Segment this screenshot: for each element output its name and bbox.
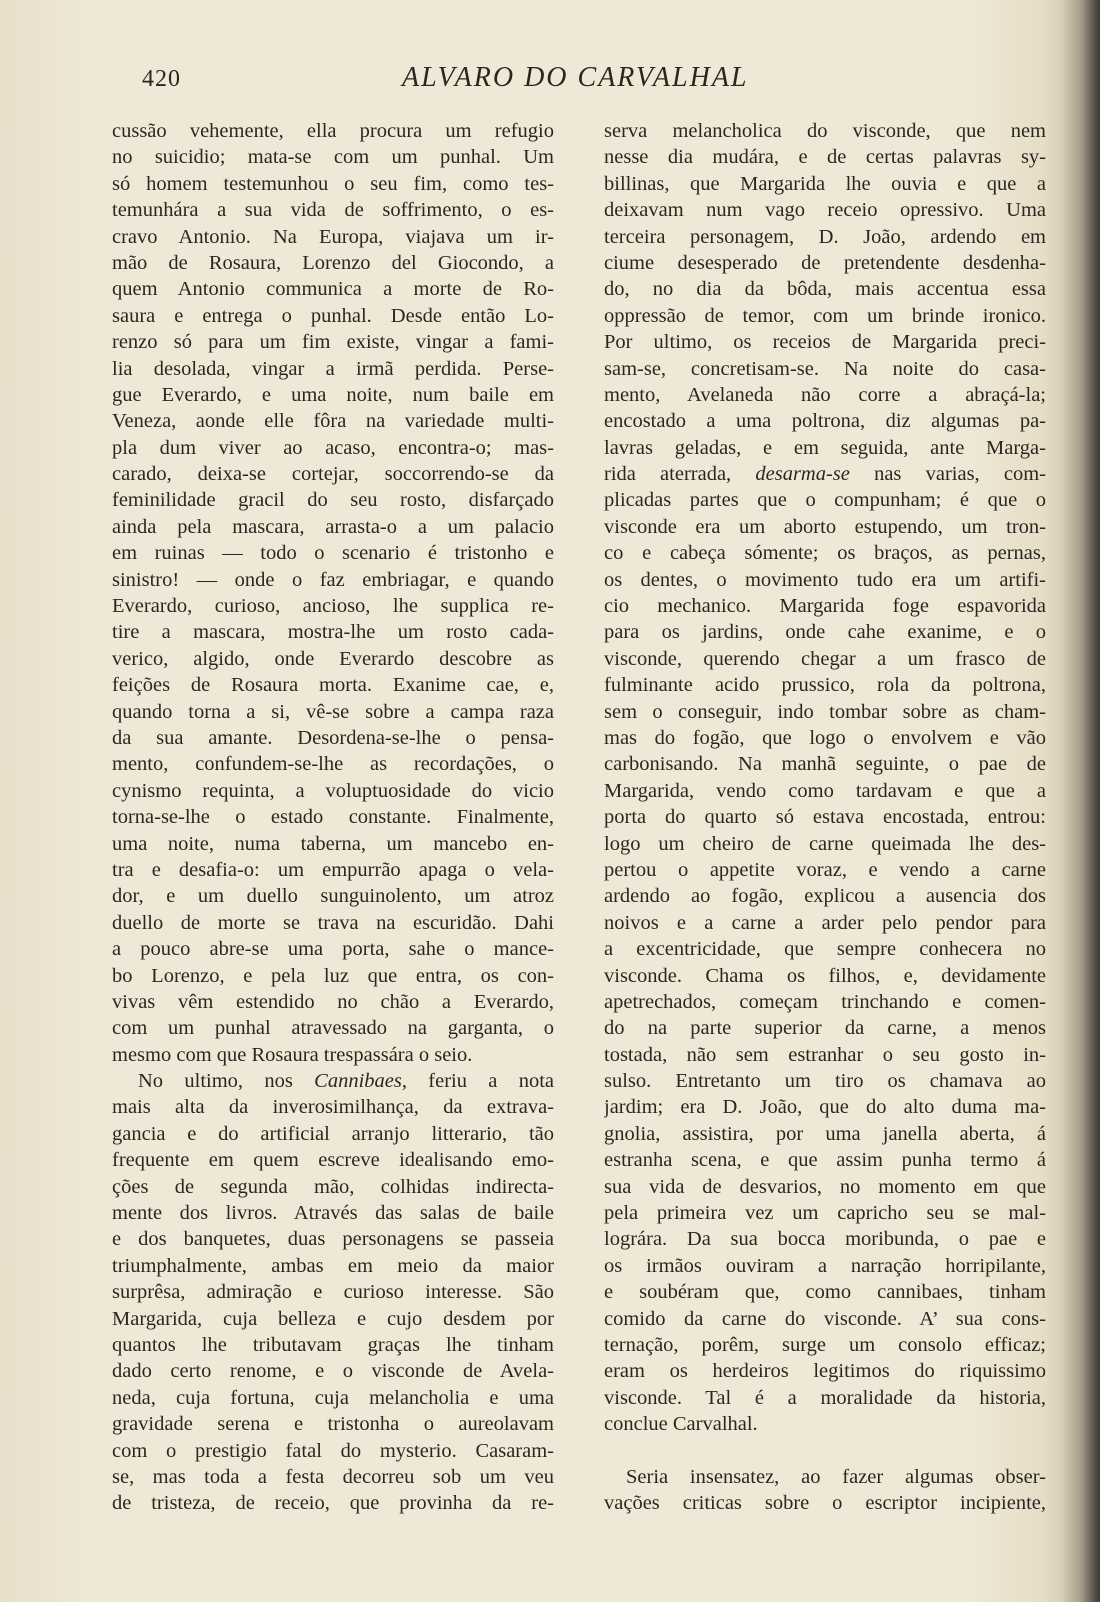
text-line: com um punhal atravessado na garganta, o xyxy=(112,1017,554,1040)
text-line: cynismo requinta, a voluptuosidade do vicio xyxy=(112,779,554,802)
text-line: visconde, querendo chegar a um frasco de xyxy=(604,647,1046,670)
text-line: deixavam num vago receio opressivo. Uma xyxy=(604,199,1046,222)
text-line: se, mas toda a festa decorreu sob um veu xyxy=(112,1465,554,1488)
text-line: apetrechados, começam trinchando e comen- xyxy=(604,990,1046,1013)
italic-title: Cannibaes xyxy=(314,1070,402,1093)
text-line: feições de Rosaura morta. Exanime cae, e, xyxy=(112,674,554,697)
text-line: saura e entrega o punhal. Desde então Lo- xyxy=(112,304,554,327)
text-fragment: , feriu a nota xyxy=(401,1070,554,1093)
text-line: ções de segunda mão, colhidas indirecta- xyxy=(112,1175,554,1198)
text-line: co e cabeça sómente; os braços, as pernas, xyxy=(604,542,1046,565)
text-line: sinistro! — onde o faz embriagar, e quando xyxy=(112,568,554,591)
text-line: plicadas partes que o compunham; é que o xyxy=(604,489,1046,512)
text-line: ainda pela mascara, arrasta-o a um palacio xyxy=(112,515,554,538)
text-line: surprêsa, admiração e curioso interesse. São xyxy=(112,1281,554,1304)
text-line: oppressão de temor, com um brinde ironico. xyxy=(604,304,1046,327)
text-line: tire a mascara, mostra-lhe um rosto cada- xyxy=(112,621,554,644)
text-line: mente dos livros. Através das salas de baile xyxy=(112,1202,554,1225)
text-line: do na parte superior da carne, a menos xyxy=(604,1017,1046,1040)
text-line: noivos e a carne a arder pelo pendor para xyxy=(604,911,1046,934)
text-line: carbonisando. Na manhã seguinte, o pae de xyxy=(604,753,1046,776)
running-title: ALVARO DO CARVALHAL xyxy=(402,62,749,93)
text-line: ciume desesperado de pretendente desdenha- xyxy=(604,251,1046,274)
text-line: vivas vêm estendido no chão a Everardo, xyxy=(112,990,554,1013)
text-line: gancia e do artificial arranjo litterario, tão xyxy=(112,1122,554,1145)
text-line: mais alta da inverosimilhança, da extrava- xyxy=(112,1096,554,1119)
text-line: vações criticas sobre o escriptor incipiente, xyxy=(604,1492,1046,1515)
text-line: pela primeira vez um capricho seu se mal- xyxy=(604,1202,1046,1225)
text-line: e dos banquetes, duas personagens se passeia xyxy=(112,1228,554,1251)
text-line: pla dum viver ao acaso, encontra-o; mas- xyxy=(112,436,554,459)
page-number: 420 xyxy=(142,66,181,92)
text-line: com o prestigio fatal do mysterio. Casaram- xyxy=(112,1439,554,1462)
text-line: gravidade serena e tristonha o aureolavam xyxy=(112,1413,554,1436)
text-line: quem Antonio communica a morte de Ro- xyxy=(112,278,554,301)
text-line: sulso. Entretanto um tiro os chamava ao xyxy=(604,1070,1046,1093)
text-line: sua vida de desvarios, no momento em que xyxy=(604,1175,1046,1198)
text-line: cussão vehemente, ella procura um refugio xyxy=(112,120,554,142)
text-line: mento, confundem-se-lhe as recordações, o xyxy=(112,753,554,776)
text-line: feminilidade gracil do seu rosto, disfarçado xyxy=(112,489,554,512)
text-line: visconde. Chama os filhos, e, devidamente xyxy=(604,964,1046,987)
text-line: dado certo renome, e o visconde de Avela- xyxy=(112,1360,554,1383)
text-line: os irmãos ouviram a narração horripilante, xyxy=(604,1254,1046,1277)
text-line: uma noite, numa taberna, um mancebo en- xyxy=(112,832,554,855)
text-line: conclue Carvalhal. xyxy=(604,1413,758,1436)
text-line: sam-se, concretisam-se. Na noite do casa- xyxy=(604,357,1046,380)
page-edge-shadow xyxy=(1062,0,1100,1602)
text-line: pertou o appetite voraz, e vendo a carne xyxy=(604,858,1046,881)
text-line: gue Everardo, e uma noite, num baile em xyxy=(112,383,554,406)
text-line: triumphalmente, ambas em meio da maior xyxy=(112,1254,554,1277)
text-line: Everardo, curioso, ancioso, lhe supplica re- xyxy=(112,595,554,618)
right-text-column xyxy=(604,118,1046,1517)
text-line: sem o conseguir, indo tombar sobre as cham- xyxy=(604,700,1046,723)
text-line: carado, deixa-se cortejar, soccorrendo-se da xyxy=(112,463,554,486)
text-line: Seria insensatez, ao fazer algumas obser- xyxy=(626,1465,1046,1488)
text-line: ternação, porêm, surge um consolo efficaz; xyxy=(604,1333,1046,1356)
text-line: visconde era um aborto estupendo, um tron- xyxy=(604,515,1046,538)
text-line: fulminante acido prussico, rola da poltrona, xyxy=(604,674,1046,697)
text-line: a excentricidade, que sempre conhecera no xyxy=(604,938,1046,961)
text-line: tra e desafia-o: um empurrão apaga o vela- xyxy=(112,858,554,881)
text-line: os dentes, o movimento tudo era um artifi- xyxy=(604,568,1046,591)
text-line: torna-se-lhe o estado constante. Finalmente, xyxy=(112,806,554,829)
text-line: duello de morte se trava na escuridão. Dahi xyxy=(112,911,554,934)
text-line: estranha scena, e que assim punha termo á xyxy=(604,1149,1046,1172)
text-line xyxy=(112,1068,554,1094)
text-line: porta do quarto só estava encostada, entrou: xyxy=(604,806,1046,829)
text-line: tostada, não sem estranhar o seu gosto in- xyxy=(604,1043,1046,1066)
text-line: Margarida, cuja belleza e cujo desdem por xyxy=(112,1307,554,1330)
text-line: comido da carne do visconde. A’ sua cons- xyxy=(604,1307,1046,1330)
page-header xyxy=(142,62,942,102)
left-text-column xyxy=(112,118,554,1517)
text-line: mão de Rosaura, Lorenzo del Giocondo, a xyxy=(112,251,554,274)
text-line: no suicidio; mata-se com um punhal. Um xyxy=(112,146,554,169)
text-line: encostado a uma poltrona, diz algumas pa- xyxy=(604,410,1046,433)
text-line: cio mechanico. Margarida foge espavorida xyxy=(604,595,1046,618)
text-line: mas do fogão, que logo o envolvem e vão xyxy=(604,726,1046,749)
text-line: gnolia, assistira, por uma janella aberta, á xyxy=(604,1122,1046,1145)
italic-title: desarma-se xyxy=(755,463,850,486)
text-line: neda, cuja fortuna, cuja melancholia e uma xyxy=(112,1386,554,1409)
text-line: Margarida, vendo como tardavam e que a xyxy=(604,779,1046,802)
text-line: quando torna a si, vê-se sobre a campa raza xyxy=(112,700,554,723)
text-line: ardendo ao fogão, explicou a ausencia dos xyxy=(604,885,1046,908)
text-line: serva melancholica do visconde, que nem xyxy=(604,120,1046,142)
text-line: dor, e um duello sunguinolento, um atroz xyxy=(112,885,554,908)
text-line: lográra. Da sua bocca moribunda, o pae e xyxy=(604,1228,1046,1251)
text-line xyxy=(604,461,1046,487)
text-line: visconde. Tal é a moralidade da historia, xyxy=(604,1386,1046,1409)
text-line: frequente em quem escreve idealisando emo- xyxy=(112,1149,554,1172)
text-line: bo Lorenzo, e pela luz que entra, os con- xyxy=(112,964,554,987)
text-fragment: No ultimo, nos xyxy=(138,1070,315,1093)
text-line: do, no dia da bôda, mais accentua essa xyxy=(604,278,1046,301)
text-line: cravo Antonio. Na Europa, viajava um ir- xyxy=(112,225,554,248)
text-line: terceira personagem, D. João, ardendo em xyxy=(604,225,1046,248)
paragraph-gap xyxy=(604,1438,1046,1464)
text-line: renzo só para um fim existe, vingar a fami- xyxy=(112,331,554,354)
text-line: quantos lhe tributavam graças lhe tinham xyxy=(112,1333,554,1356)
text-line: billinas, que Margarida lhe ouvia e que a xyxy=(604,172,1046,195)
text-line: de tristeza, de receio, que provinha da re- xyxy=(112,1492,554,1515)
text-line: só homem testemunhou o seu fim, como tes- xyxy=(112,172,554,195)
text-line: a pouco abre-se uma porta, sahe o mance- xyxy=(112,938,554,961)
text-fragment: nas varias, com- xyxy=(849,463,1046,486)
text-line: verico, algido, onde Everardo descobre as xyxy=(112,647,554,670)
text-line: nesse dia mudára, e de certas palavras sy- xyxy=(604,146,1046,169)
text-line: eram os herdeiros legitimos do riquissimo xyxy=(604,1360,1046,1383)
text-line: e soubéram que, como cannibaes, tinham xyxy=(604,1281,1046,1304)
text-line: lia desolada, vingar a irmã perdida. Perse- xyxy=(112,357,554,380)
text-line: em ruinas — todo o scenario é tristonho e xyxy=(112,542,554,565)
text-line: jardim; era D. João, que do alto duma ma- xyxy=(604,1096,1046,1119)
text-line: Veneza, aonde elle fôra na variedade multi- xyxy=(112,410,554,433)
text-line: lavras geladas, e em seguida, ante Marga- xyxy=(604,436,1046,459)
text-line: para os jardins, onde cahe exanime, e o xyxy=(604,621,1046,644)
text-line: logo um cheiro de carne queimada lhe des- xyxy=(604,832,1046,855)
text-line: Por ultimo, os receios de Margarida preci- xyxy=(604,331,1046,354)
text-line: mento, Avelaneda não corre a abraçá-la; xyxy=(604,383,1046,406)
text-fragment: rida aterrada, xyxy=(604,463,756,486)
text-line: temunhára a sua vida de soffrimento, o es- xyxy=(112,199,554,222)
text-line: da sua amante. Desordena-se-lhe o pensa- xyxy=(112,726,554,749)
text-line: mesmo com que Rosaura trespassára o seio. xyxy=(112,1043,473,1066)
